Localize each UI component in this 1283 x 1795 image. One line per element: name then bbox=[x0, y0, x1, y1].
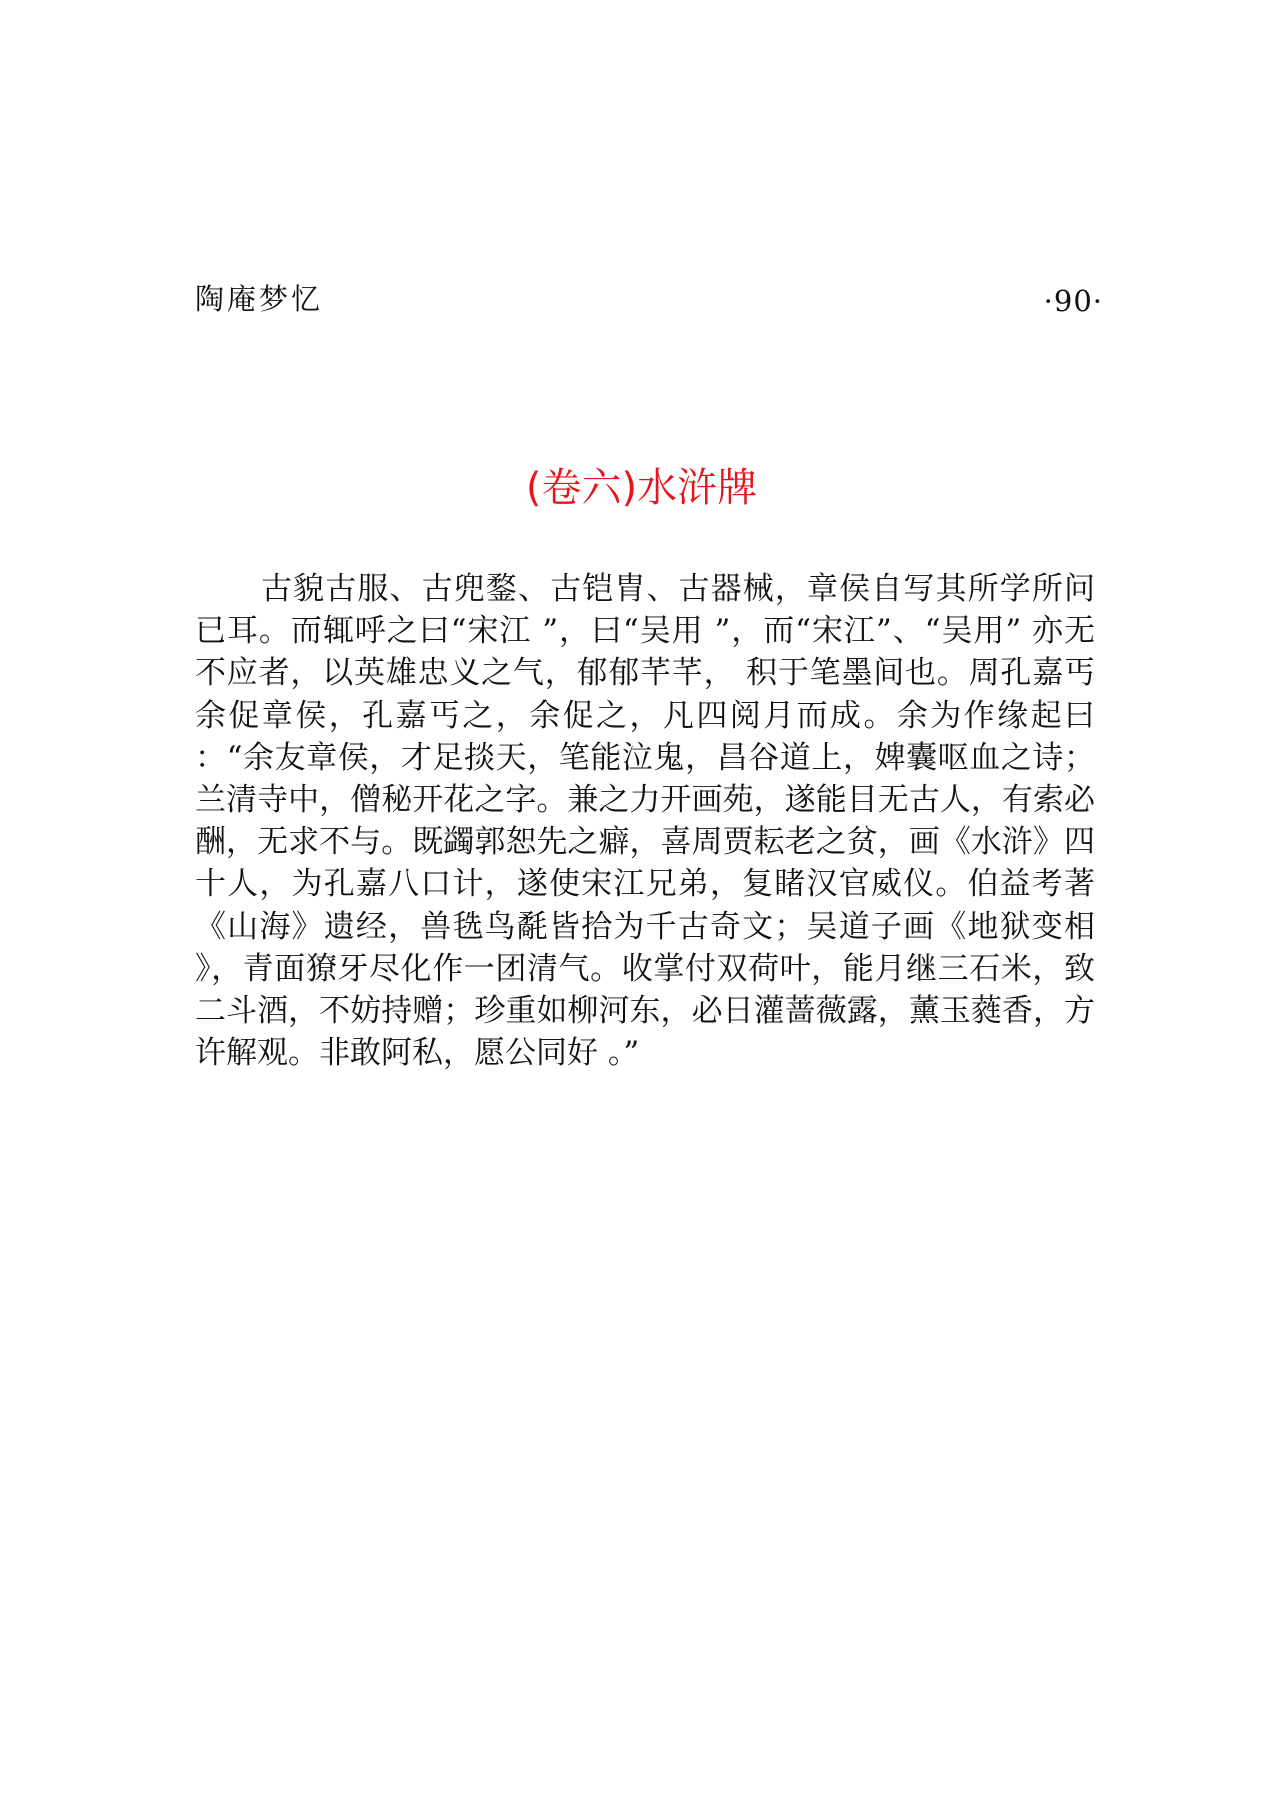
body-paragraph: 古貌古服、古兜鍪、古铠胄、古器械，章侯自写其所学所问已耳。而辄呼之曰“宋江 ”，曰“吴用 ”，而“宋江”、“吴用” 亦无不应者，以英雄忠义之气，郁郁芊芊， 积于笔墨间也。周孔嘉丐余促章侯，孔嘉丐之，余促之，凡四阅月而成。余为作缘起曰 ：“余友章侯，才足掞天，笔能泣鬼，昌谷道上，婢囊呕血之诗；兰清寺中，僧秘开花之字。兼之力开画苑，遂能目无古人，有索必酬，无求不与。既蠲郭恕先之癖，喜周贾耘老之贫，画《水浒》四十人，为孔嘉八口计，遂使宋江兄弟，复睹汉官威仪。伯益考著《山海》遗经，兽毨鸟氄皆拾为千古奇文；吴道子画《地狱变相 》，青面獠牙尽化作一团清气。收掌付双荷叶，能月继三石米，致二斗酒，不妨持赠；珍重如柳河东，必日灌蔷薇露，薰玉蕤香，方许解观。非敢阿私，愿公同好 。” bbox=[195, 571, 1095, 1072]
page-number: ·90· bbox=[1043, 284, 1103, 318]
chapter-title: (卷六)水浒牌 bbox=[525, 465, 758, 511]
book-title: 陶庵梦忆 bbox=[195, 282, 324, 316]
page-header bbox=[195, 268, 1103, 318]
